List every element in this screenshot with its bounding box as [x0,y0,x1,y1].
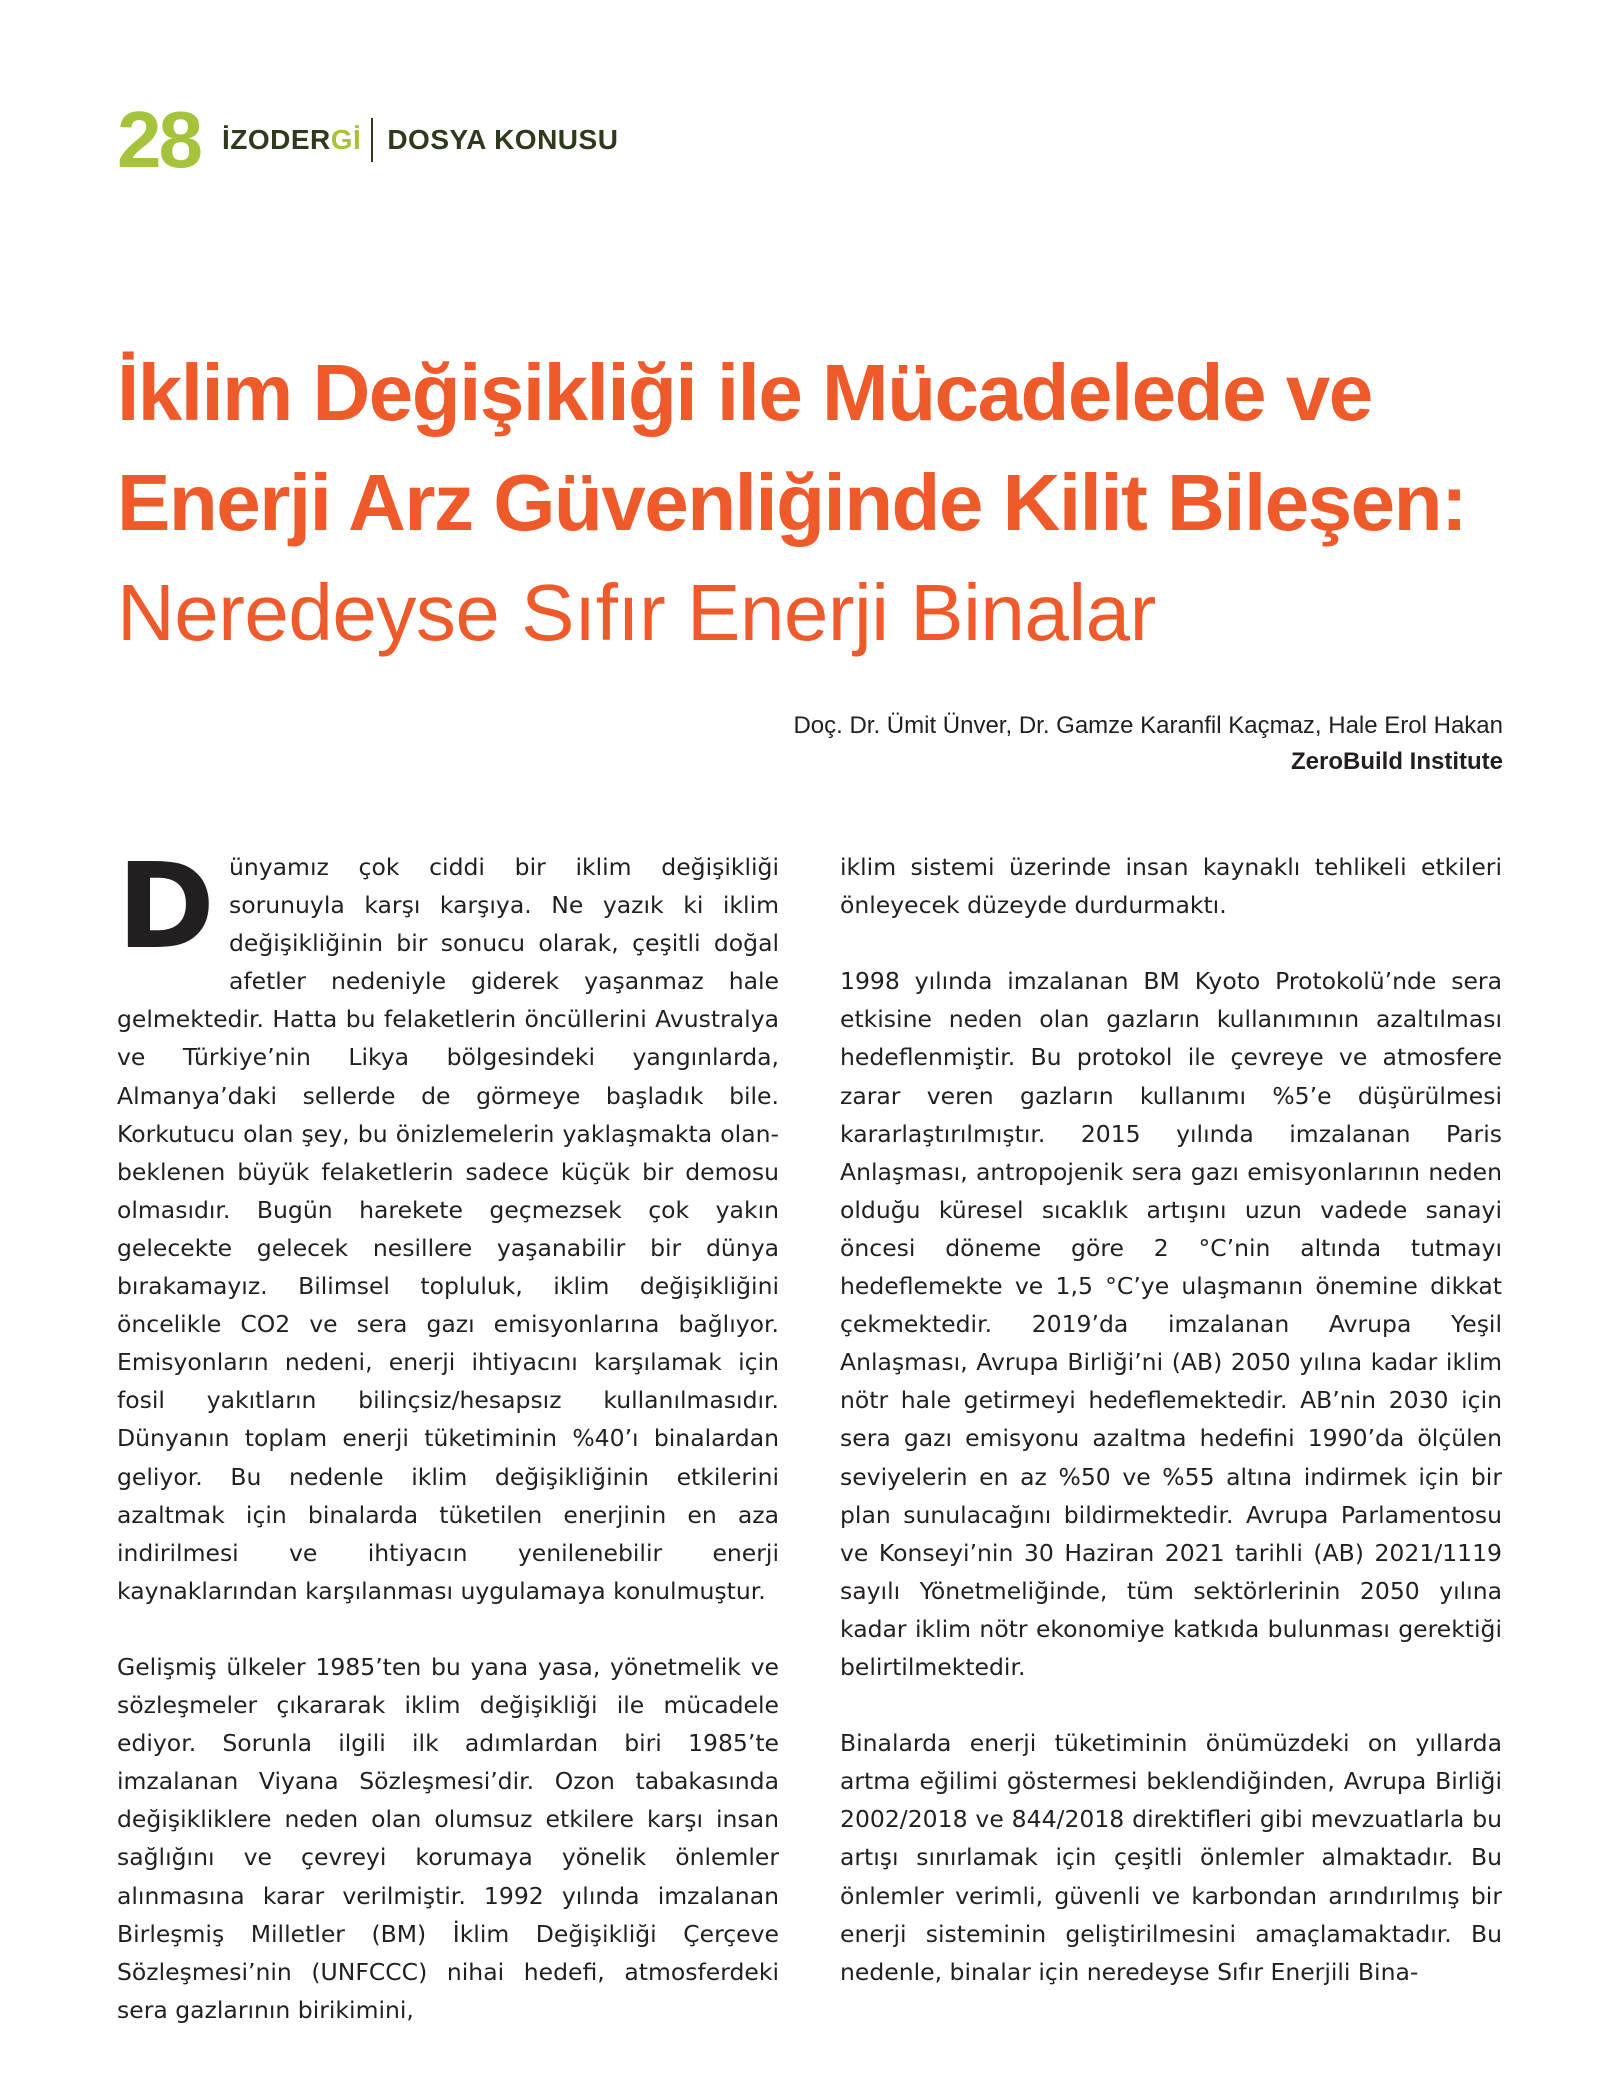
author-names: Doç. Dr. Ümit Ünver, Dr. Gamze Karanfil Kaçmaz, Hale Erol Hakan [793,712,1503,739]
brand-main: İZODER [221,124,331,155]
title-line-1: İklim Değişikliği ile Mücadelede ve [117,348,1372,437]
right-paragraph-3: Binalarda enerji tüketiminin önümüzdeki on yıllarda artma eğilimi göstermesi beklendiğinden, Avrupa Birliği 2002/2018 ve 844/2018 direktifleri gibi mevzuatlarla bu artışı sınırlamak için çeşitli önlemler almaktadır. Bu önlemler verimli, güvenli ve karbondan arındırılmış bir enerji sisteminin geliştirilmesini amaçlamaktadır. Bu nedenle, binalar için neredeyse Sıfır Enerjili Bina- [840,1729,1502,1986]
article-title [117,338,1537,668]
right-column [840,848,1502,1991]
title-subtitle: Neredeyse Sıfır Enerji Binalar [117,568,1156,657]
left-column [117,837,779,2029]
left-paragraph-2: Gelişmiş ülkeler 1985’ten bu yana yasa, yönetmelik ve sözleşmeler çıkararak iklim değişikliği ile mücadele ediyor. Sorunla ilgili ilk adımlardan biri 1985’te imzalanan Viyana Sözleşmesi’dir. Ozon tabakasında değişikliklere neden olan olumsuz etkilere karşı insan sağlığını ve çevreyi korumaya yönelik önlemler alınmasına karar verilmiştir. 1992 yılında imzalanan Birleşmiş Milletler (BM) İklim Değişikliği Çerçeve Sözleşmesi’nin (UNFCCC) nihai hedefi, atmosferdeki sera gazlarının birikimini, [117,1652,779,2024]
drop-cap: D [117,837,215,975]
institute-name: ZeroBuild Institute [1291,748,1503,775]
magazine-brand [222,124,361,156]
byline [793,708,1503,780]
header-divider [371,118,373,162]
brand-accent: Gİ [330,124,362,155]
right-paragraph-1: iklim sistemi üzerinde insan kaynaklı tehlikeli etkileri önleyecek düzeyde durdurmaktı. [840,853,1502,920]
left-paragraph-1-text: ünyamız çok ciddi bir iklim değişikliği sorunuyla karşı karşıya. Ne yazık ki iklim değişikliğinin bir sonucu olarak, çeşitli doğal afetler nedeniyle giderek yaşanmaz hale gelmektedir. Hatta bu felaketlerin öncüllerini Avustralya ve Türkiye’nin Likya bölgesindeki yangınlarda, Almanya’daki sellerde de görmeye başladık bile. Korkutucu olan şey, bu önizlemelerin yaklaşmakta olan-beklenen büyük felaketlerin sadece küçük bir demosu olmasıdır. Bugün harekete geçmezsek çok yakın gelecekte gelecek nesillere yaşanabilir bir dünya bırakamayız. Bilimsel topluluk, iklim değişikliğini öncelikle CO2 ve sera gazı emisyonlarına bağlıyor. Emisyonların nedeni, enerji ihtiyacını karşılamak için fosil yakıtların bilinçsiz/hesapsız kullanılmasıdır. Dünyanın toplam enerji tüketiminin %40’ı binalardan geliyor. Bu nedenle iklim değişikliğinin etkilerini azaltmak için binalarda tüketilen enerjinin en aza indirilmesi ve ihtiyacın yenilenebilir enerji kaynaklarından karşılanması uygulamaya konulmuştur. [117,853,779,1605]
page-number: 28 [117,95,200,184]
page-header [117,95,619,184]
title-line-2: Enerji Arz Güvenliğinde Kilit Bileşen: [117,458,1467,547]
right-paragraph-2: 1998 yılında imzalanan BM Kyoto Protokolü’nde sera etkisine neden olan gazların kullanımının azaltılması hedeflenmiştir. Bu protokol ile çevreye ve atmosfere zarar veren gazların kullanımı %5’e düşürülmesi kararlaştırılmıştır. 2015 yılında imzalanan Paris Anlaşması, antropojenik sera gazı emisyonlarının neden olduğu küresel sıcaklık artışını uzun vadede sanayi öncesi döneme göre 2 °C’nin altında tutmayı hedeflemekte ve 1,5 °C’ye ulaşmanın önemine dikkat çekmektedir. 2019’da imzalanan Avrupa Yeşil Anlaşması, Avrupa Birliği’ni (AB) 2050 yılına kadar iklim nötr hale getirmeyi hedeflemektedir. AB’nin 2030 için sera gazı emisyonu azaltma hedefini 1990’da ölçülen seviyelerin en az %50 ve %55 altına indirmek için bir plan sunulacağını bildirmektedir. Avrupa Parlamentosu ve Konseyi’nin 30 Haziran 2021 tarihli (AB) 2021/1119 sayılı Yönetmeliğinde, tüm sektörlerinin 2050 yılına kadar iklim nötr ekonomiye katkıda bulunması gerektiği belirtilmektedir. [840,967,1502,1681]
left-paragraph-1 [117,837,779,1610]
section-label: DOSYA KONUSU [387,124,619,155]
